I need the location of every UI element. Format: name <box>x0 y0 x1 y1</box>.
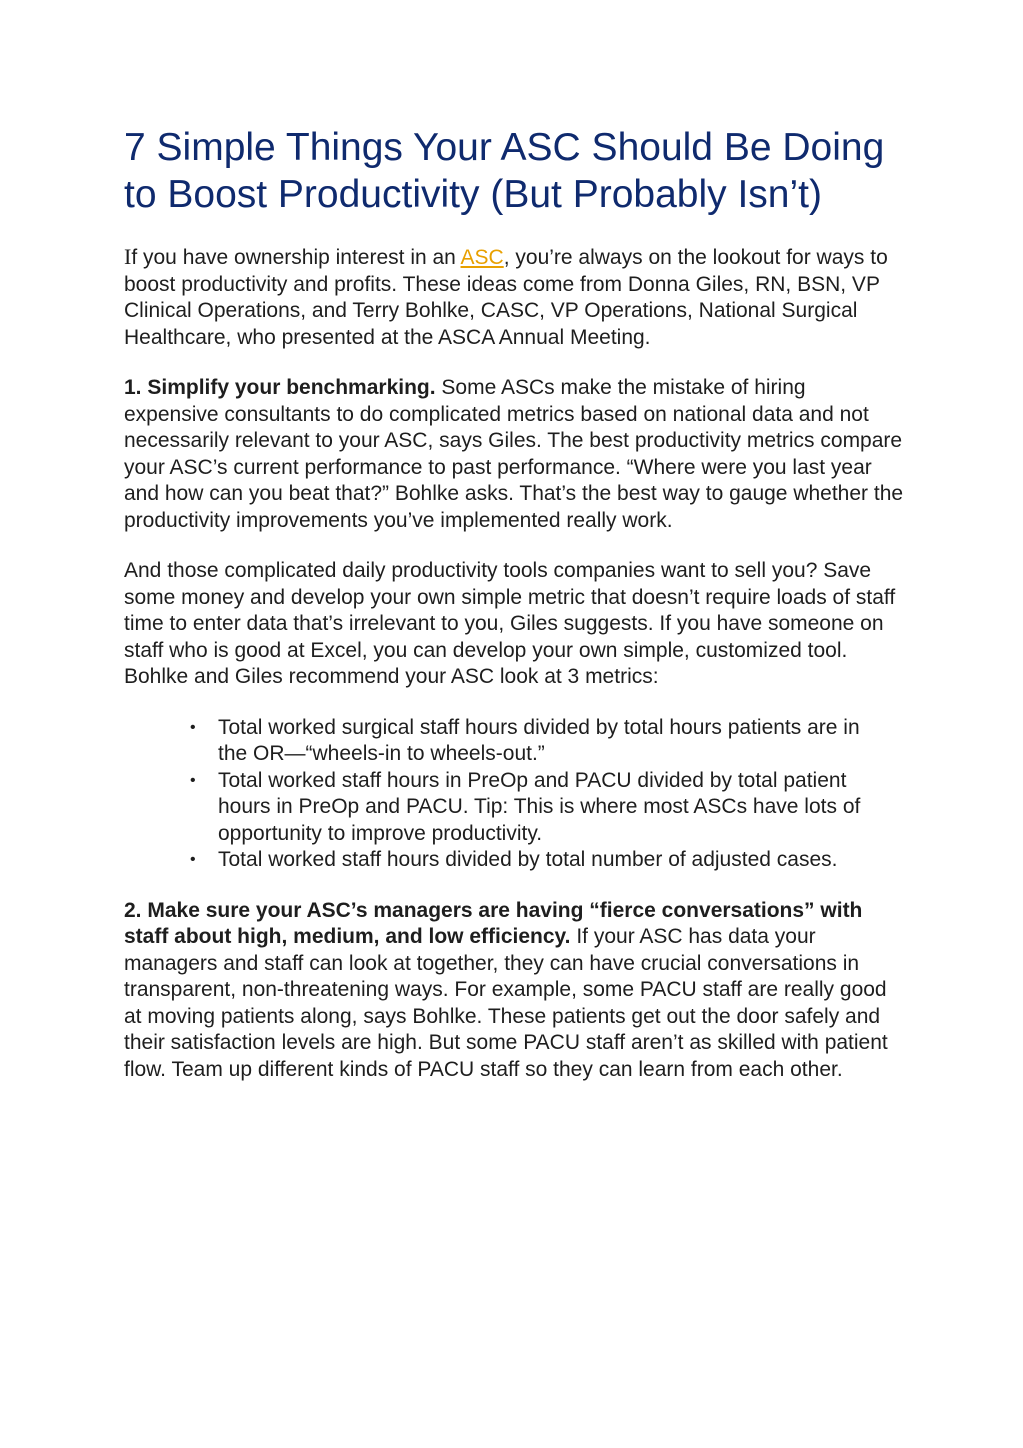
intro-text-before-link: f you have ownership interest in an <box>131 246 461 269</box>
asc-link[interactable]: ASC <box>460 246 504 269</box>
article-title: 7 Simple Things Your ASC Should Be Doing to Boost Productivity (But Probably Isn’t) <box>124 126 885 216</box>
section-1-heading: 1. Simplify your benchmarking. <box>124 376 436 399</box>
intro-dropcap: I <box>124 244 132 269</box>
bullet-icon: • <box>190 771 196 789</box>
section-1-paragraph <box>124 375 904 534</box>
metrics-list <box>124 715 878 874</box>
section-2-paragraph <box>124 898 904 1084</box>
list-item-text: Total worked staff hours divided by total number of adjusted cases. <box>218 848 838 871</box>
list-item-text: Total worked surgical staff hours divided by total hours patients are in the OR—“wheels-in to wheels-out.” <box>218 715 860 765</box>
bullet-icon: • <box>190 851 196 868</box>
metrics-paragraph: And those complicated daily productivity tools companies want to sell you? Save some money and develop your own simple metric that doesn’t require loads of staff time to enter data that’s irrelevant to you, Giles suggests. If you have someone on staff who is good at Excel, you can develop your own simple, customized tool. Bohlke and Giles recommend your ASC look at 3 metrics: <box>124 559 896 688</box>
intro-text-after-link: , you’re always on the lookout for ways to boost productivity and profits. These ideas come from Donna Giles, RN, BSN, VP Clinical Operations, and Terry Bohlke, CASC, VP Operations, National Surgical Healthcare, who presented at the ASCA Annual Meeting. <box>124 246 888 349</box>
bullet-icon: • <box>190 718 196 736</box>
list-item <box>190 768 878 848</box>
section-1-body: Some ASCs make the mistake of hiring expensive consultants to do complicated metrics based on national data and not necessarily relevant to your ASC, says Giles. The best productivity metrics compare your ASC’s current performance to past performance. “Where were you last year and how can you beat that?” Bohlke asks. That’s the best way to gauge whether the productivity improvements you’ve implemented really work. <box>124 376 904 532</box>
list-item <box>190 715 878 768</box>
intro-paragraph <box>124 244 904 351</box>
list-item <box>190 847 878 874</box>
document-page <box>124 124 904 1083</box>
section-2-heading: 2. Make sure your ASC’s managers are having “fierce conversations” with staff about high, medium, and low efficiency. <box>124 898 863 948</box>
list-item-text: Total worked staff hours in PreOp and PACU divided by total patient hours in PreOp and PACU. Tip: This is where most ASCs have lots of opportunity to improve productivity. <box>218 768 861 845</box>
section-2-body: If your ASC has data your managers and staff can look at together, they can have crucial conversations in transparent, non-threatening ways. For example, some PACU staff are really good at moving patients along, says Bohlke. These patients get out the door safely and their satisfaction levels are high. But some PACU staff aren’t as skilled with patient flow. Team up different kinds of PACU staff so they can learn from each other. <box>124 925 888 1081</box>
